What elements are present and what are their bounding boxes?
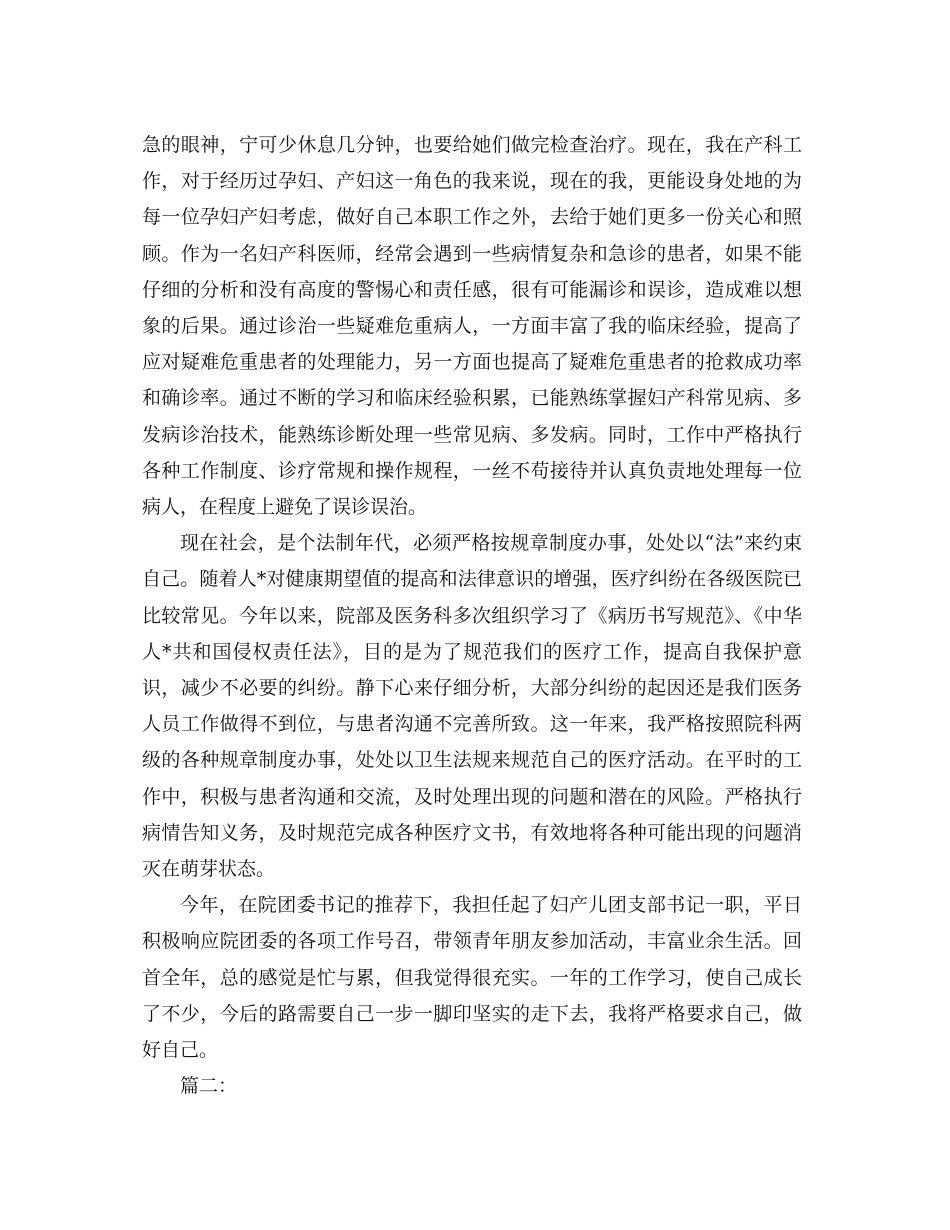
paragraph-youth-league: 今年，在院团委书记的推荐下，我担任起了妇产儿团支部书记一职，平日积极响应院团委的各项工作号召，带领青年朋友参加活动，丰富业余生活。回首全年，总的感觉是忙与累，但我觉得很充实。一年的工作学习，使自己成长了不少，今后的路需要自己一步一脚印坚实的走下去，我将严格要求自己，做好自己。 — [142, 894, 802, 1062]
document-body — [142, 127, 802, 1104]
paragraph-legal-awareness: 现在社会，是个法制年代，必须严格按规章制度办事，处处以“法”来约束自己。随着人*对健康期望值的提高和法律意识的增强，医疗纠纷在各级医院已比较常见。今年以来，院部及医务科多次组织学习了《病历书写规范》、《中华人*共和国侵权责任法》，目的是为了规范我们的医疗工作，提高自我保护意识，减少不必要的纠纷。静下心来仔细分析，大部分纠纷的起因还是我们医务人员工作做得不到位，与患者沟通不完善所致。这一年来，我严格按照院科两级的各种规章制度办事，处处以卫生法规来规范自己的医疗活动。在平时的工作中，积极与患者沟通和交流，及时处理出现的问题和潜在的风险。严格执行病情告知义务，及时规范完成各种医疗文书，有效地将各种可能出现的问题消灭在萌芽状态。 — [142, 532, 802, 881]
section-heading-part-two: 篇二： — [180, 1075, 238, 1098]
paragraph-continuation: 急的眼神，宁可少休息几分钟，也要给她们做完检查治疗。现在，我在产科工作，对于经历过孕妇、产妇这一角色的我来说，现在的我，更能设身处地的为每一位孕妇产妇考虑，做好自己本职工作之外，去给于她们更多一份关心和照顾。作为一名妇产科医师，经常会遇到一些病情复杂和急诊的患者，如果不能仔细的分析和没有高度的警惕心和责任感，很有可能漏诊和误诊，造成难以想象的后果。通过诊治一些疑难危重病人，一方面丰富了我的临床经验，提高了应对疑难危重患者的处理能力，另一方面也提高了疑难危重患者的抢救成功率和确诊率。通过不断的学习和临床经验积累，已能熟练掌握妇产科常见病、多发病诊治技术，能熟练诊断处理一些常见病、多发病。同时，工作中严格执行各种工作制度、诊疗常规和操作规程，一丝不苟接待并认真负责地处理每一位病人，在程度上避免了误诊误治。 — [142, 134, 802, 519]
